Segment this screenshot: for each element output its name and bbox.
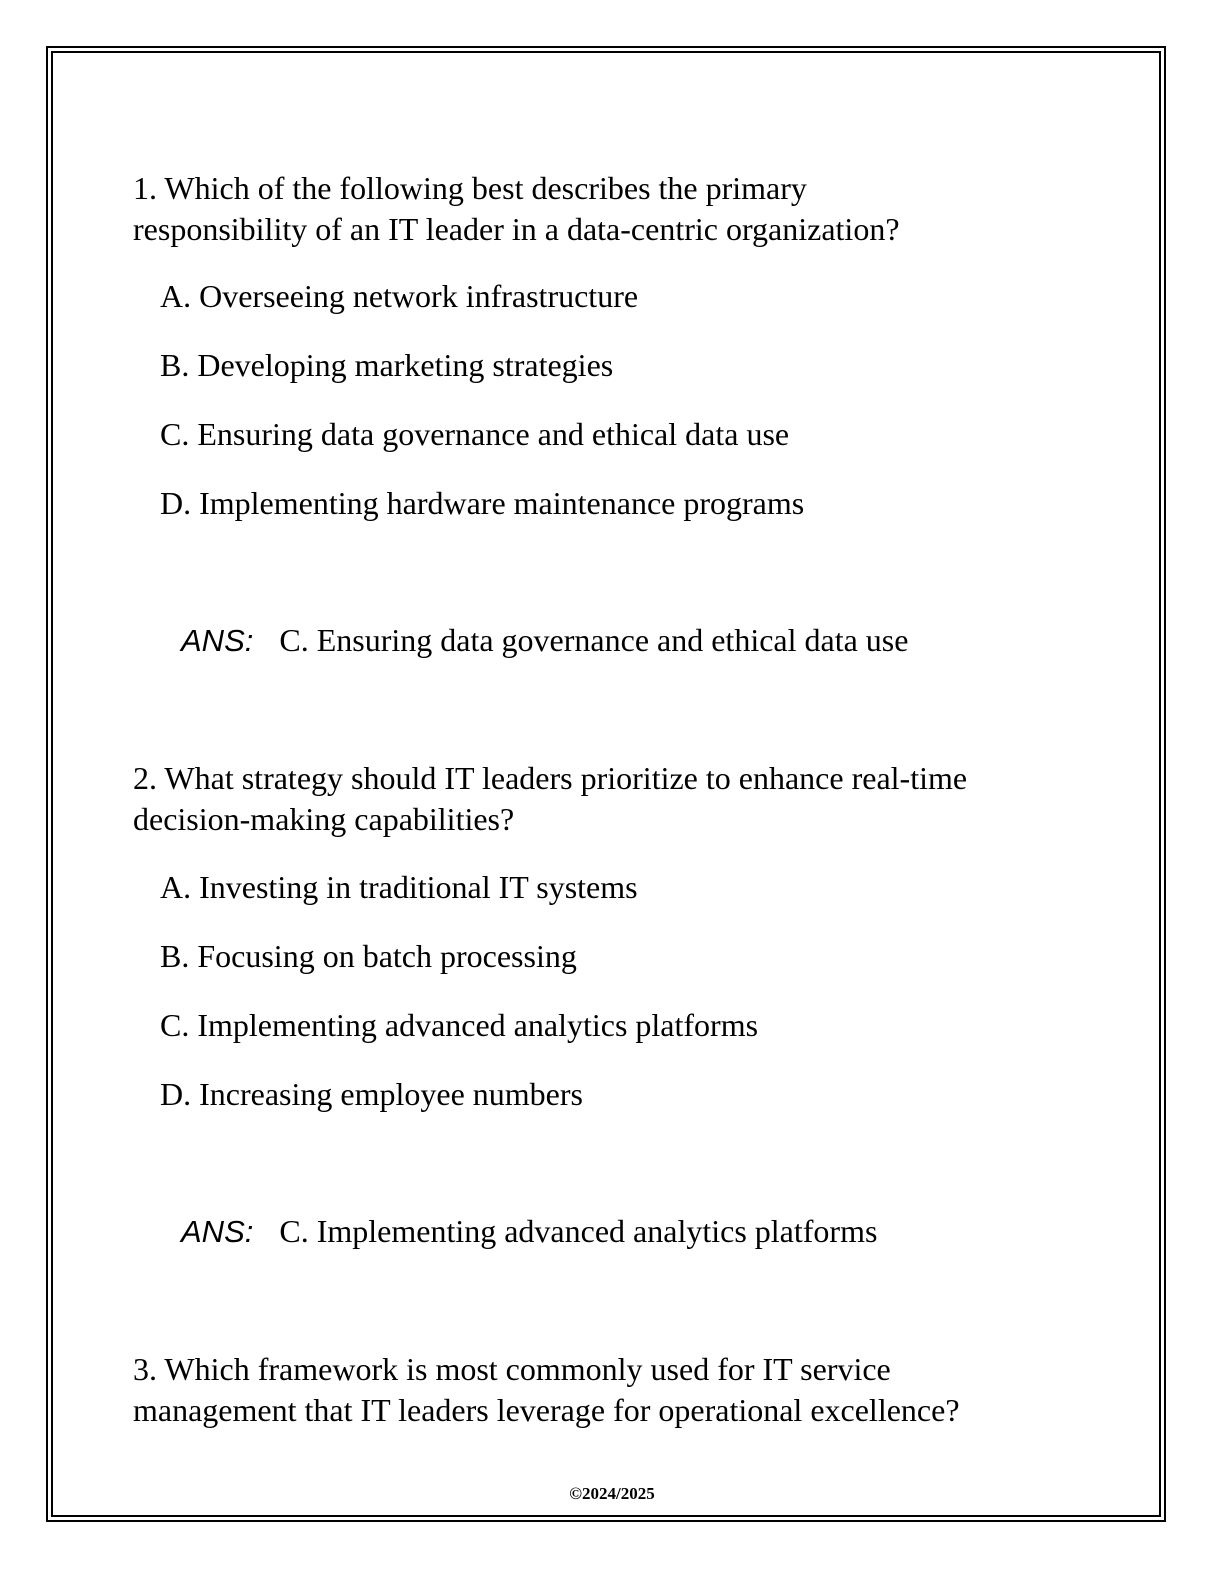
question-1-answer <box>181 620 908 661</box>
answer-text: C. Implementing advanced analytics platforms <box>279 1213 878 1249</box>
question-2-option-c: C. Implementing advanced analytics platforms <box>160 1007 759 1043</box>
question-1-option-c: C. Ensuring data governance and ethical data use <box>160 416 790 452</box>
question-1-option-a: A. Overseeing network infrastructure <box>160 278 639 314</box>
question-2-option-a: A. Investing in traditional IT systems <box>160 869 638 905</box>
question-3-text: 3. Which framework is most commonly used for IT service management that IT leaders leverage for operational excellence? <box>133 1351 960 1428</box>
question-2-option-b: B. Focusing on batch processing <box>160 938 577 974</box>
copyright-footer: ©2024/2025 <box>569 1484 655 1503</box>
answer-label: ANS: <box>181 1214 254 1249</box>
question-1-option-d: D. Implementing hardware maintenance programs <box>160 485 805 521</box>
question-2-option-d: D. Increasing employee numbers <box>160 1076 583 1112</box>
answer-label: ANS: <box>181 623 254 658</box>
question-1-text: 1. Which of the following best describes the primary responsibility of an IT leader in a data-centric organization? <box>133 170 900 247</box>
question-1-option-b: B. Developing marketing strategies <box>160 347 614 383</box>
answer-text: C. Ensuring data governance and ethical data use <box>279 622 909 658</box>
question-2-text: 2. What strategy should IT leaders prioritize to enhance real-time decision-making capabilities? <box>133 760 968 837</box>
question-2-answer <box>181 1211 877 1252</box>
